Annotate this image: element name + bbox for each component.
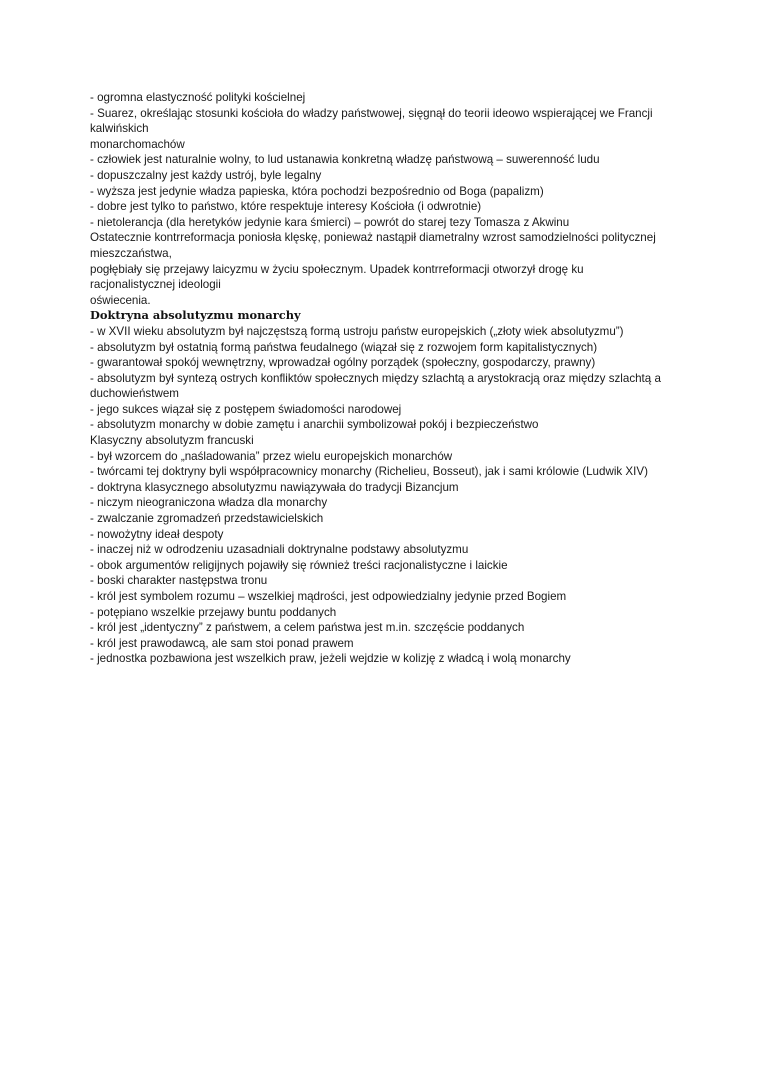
text-line: - człowiek jest naturalnie wolny, to lud ustanawia konkretną władzę państwową – suwerenność ludu [90,153,600,167]
text-line: - inaczej niż w odrodzeniu uzasadniali doktrynalne podstawy absolutyzmu [90,543,469,557]
text-line: - wyższa jest jedynie władza papieska, która pochodzi bezpośrednio od Boga (papalizm) [90,184,544,198]
text-line: - król jest „identyczny” z państwem, a celem państwa jest m.in. szczęście poddanych [90,621,525,635]
text-line: pogłębiały się przejawy laicyzmu w życiu społecznym. Upadek kontrreformacji otworzył drogę ku [90,262,584,276]
text-line: - zwalczanie zgromadzeń przedstawicielskich [90,512,324,526]
text-line: - absolutyzm był ostatnią formą państwa feudalnego (wiązał się z rozwojem form kapitalistycznych) [90,340,598,354]
text-line: - gwarantował spokój wewnętrzny, wprowadzał ogólny porządek (społeczny, gospodarczy, prawny) [90,356,596,370]
text-line: - Suarez, określając stosunki kościoła do władzy państwowej, sięgnął do teorii ideowo wspierającej we Francji [90,106,653,120]
text-line: - absolutyzm był syntezą ostrych konfliktów społecznych między szlachtą a arystokracją oraz między szlachtą a [90,371,661,385]
text-line: mieszczaństwa, [90,246,172,260]
document-body [90,90,680,667]
text-line: - dobre jest tylko to państwo, które respektuje interesy Kościoła (i odwrotnie) [90,200,482,214]
text-line: Ostatecznie kontrreformacja poniosła klęskę, ponieważ nastąpił diametralny wzrost samodzielności politycznej [90,231,656,245]
text-line: - doktryna klasycznego absolutyzmu nawiązywała do tradycji Bizancjum [90,480,459,494]
text-line: duchowieństwem [90,387,179,401]
text-line: - nietolerancja (dla heretyków jedynie kara śmierci) – powrót do starej tezy Tomasza z Akwinu [90,215,570,229]
text-line: - król jest prawodawcą, ale sam stoi ponad prawem [90,636,354,650]
text-line: - jego sukces wiązał się z postępem świadomości narodowej [90,402,402,416]
text-line: - boski charakter następstwa tronu [90,574,268,588]
text-line: oświecenia. [90,293,151,307]
text-line: - dopuszczalny jest każdy ustrój, byle legalny [90,168,322,182]
text-line: - w XVII wieku absolutyzm był najczęstszą formą ustroju państw europejskich („złoty wiek absolutyzmu”) [90,324,624,338]
text-line: - król jest symbolem rozumu – wszelkiej mądrości, jest odpowiedzialny jedynie przed Bogiem [90,590,567,603]
text-line: - twórcami tej doktryny byli współpracownicy monarchy (Richelieu, Bosseut), jak i sami królowie (Ludwik XIV) [90,465,648,479]
text-line: racjonalistycznej ideologii [90,278,221,292]
text-line: - nowożytny ideał despoty [90,527,224,541]
text-line: - jednostka pozbawiona jest wszelkich praw, jeżeli wejdzie w kolizję z władcą i wolą monarchy [90,652,571,666]
text-line: kalwińskich [90,122,149,136]
section-heading: Doktryna absolutyzmu monarchy [90,308,301,323]
text-line: - obok argumentów religijnych pojawiły się również treści racjonalistyczne i laickie [90,558,508,572]
subsection-title: Klasyczny absolutyzm francuski [90,434,254,448]
text-line: - absolutyzm monarchy w dobie zamętu i anarchii symbolizował pokój i bezpieczeństwo [90,418,539,432]
text-line: - potępiano wszelkie przejawy buntu poddanych [90,605,337,619]
text-line: - ogromna elastyczność polityki kościelnej [90,91,306,104]
text-line: - był wzorcem do „naśladowania” przez wielu europejskich monarchów [90,449,453,463]
text-line: - niczym nieograniczona władza dla monarchy [90,496,328,510]
text-line: monarchomachów [90,137,185,151]
